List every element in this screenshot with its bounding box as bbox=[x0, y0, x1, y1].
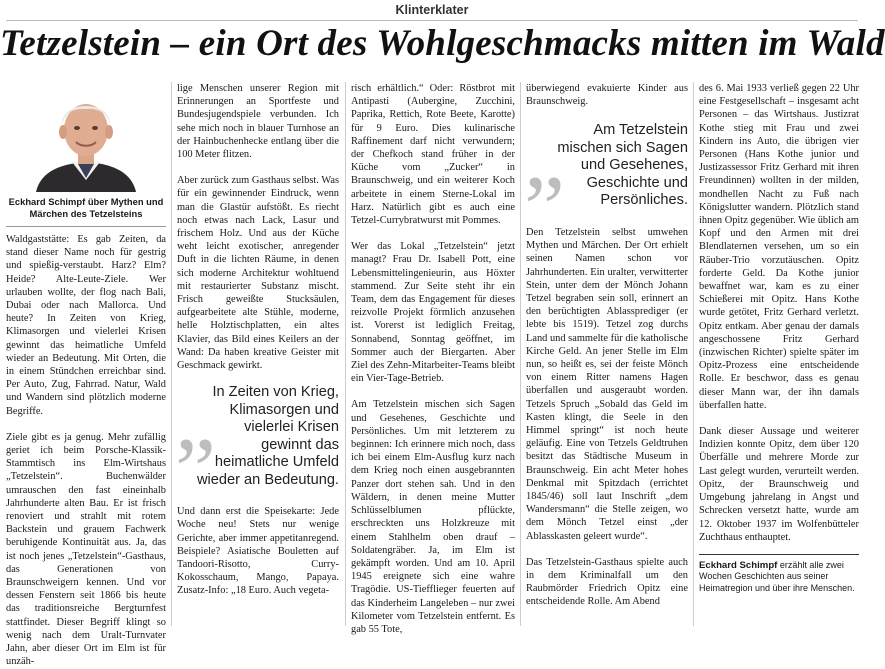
paragraph: risch erhältlich.“ Oder: Röstbrot mit Antipasti (Aubergine, Zucchini, Paprika, Rettich, Rote Beete, Karotte) für 9 Euro. Dies kulinarische Raffinement darf nicht verwundern; der Chefkoch stand früher in der Küche vom „Zucker“ in Braunschweig, und ein weiterer Koch arbeitete in einem Sterne-Lokal im Harz. Natürlich gibt es auch eine Tetzel-Currybratwurst mit Pommes. bbox=[351, 83, 515, 227]
column-2 bbox=[177, 82, 339, 598]
author-box bbox=[699, 560, 859, 595]
rubric: Klinterklater bbox=[395, 3, 469, 17]
column-divider bbox=[693, 82, 694, 626]
paragraph: Am Tetzelstein mischen sich Sagen und Gesehenes, Geschichte und Persönliches. Um mit letzterem zu beginnen: Ich erinnere mich noch, dass ich bei einem Elm-Ausflug kurz nach dem Krieg noch einen ausgebrannten Panzer dort stehen sah. Und in den Wäldern, in denen meine Mutter Schlüsselblumen pflückte, erschreckten uns Holzkreuze mit einem Stahlhelm oben drauf – Soldatengräber. Ja, im Elm ist gekämpft worden. Und am 10. April 1945 ereignete sich eine wahre Tragödie. US-Tiefflieger feuerten auf das Kinderheim Langeleben – nur zwei Kilometer vom Tetzelstein entfernt. Es gab 55 Tote, bbox=[351, 399, 515, 635]
quote-mark-icon: „ bbox=[524, 105, 565, 208]
paragraph: Das Tetzelstein-Gasthaus spielte auch in dem Kriminalfall um den Raubmörder Friedrich Opitz eine entscheidende Rolle. Am Abend bbox=[526, 556, 688, 608]
paragraph: Ziele gibt es ja genug. Mehr zufällig geriet ich beim Porsche-Klassik-Stammtisch ins Elm-Wirtshaus „Tetzelstein“. Buchenwälder umrauschen den fast eineinhalb Jahrhunderte alten Bau. Er ist frisch renoviert und strahlt mit rotem Backstein und grauem Fachwerk beruhigende Kontinuität aus. Ja, das ist noch jenes „Tetzelstein“-Gasthaus, das Generationen von Braunschweigern kennen. Und vor dessen Fenstern seit 1866 bis heute das traditionsreiche Bergturnfest stattfindet. Dieser Begriff klingt so wenig nach dem Uralt-Turnvater Jahn, aber dieser Ort im Elm ist für unzäh- bbox=[6, 431, 166, 668]
photo-caption: Eckhard Schimpf über Mythen und Märchen des Tetzelsteins bbox=[8, 196, 164, 219]
author-name: Eckhard Schimpf bbox=[699, 559, 778, 571]
quote-mark-icon: „ bbox=[175, 367, 216, 470]
column-divider bbox=[345, 82, 346, 626]
paragraph: überwiegend evakuierte Kinder aus Braunschweig. bbox=[526, 83, 688, 108]
caption-rule bbox=[6, 226, 166, 227]
column-5 bbox=[699, 82, 859, 594]
paragraph: Und dann erst die Speisekarte: Jede Woche neu! Stets nur wenige Gerichte, aber immer appetitanregend. Beispiele? Asiatische Bouletten auf Tandoori-Risotto, Curry-Kokosschaum, Mango, Papaya. Zusatz-Info: „18 Euro. Auch vegeta- bbox=[177, 506, 339, 597]
headline: Tetzelstein – ein Ort des Wohlgeschmacks mitten im Wald bbox=[0, 23, 885, 64]
column-divider bbox=[520, 82, 521, 626]
paragraph: Aber zurück zum Gasthaus selbst. Was für ein gewinnender Eindruck, wenn man die Glastür aufstößt. Es riecht noch etwas nach Lack, Lasur und frischem Holz. Und aus der Küche weht leicht exotischer, anregender Duft in die lichten Räume, in denen sich moderne Architektur wohltuend mit restaurierter Substanz mischt. Frisch geweißte Stucksäulen, aufgearbeitete alte Stühle, moderne, helle Holztischplatten, ein altes Klavier, das Bild eines Keilers an der Wand: Da haben kreative Geister mit Geschmack gewirkt. bbox=[177, 175, 339, 372]
pull-quote bbox=[175, 367, 339, 489]
author-portrait-photo bbox=[6, 82, 166, 192]
author-rule bbox=[699, 554, 859, 555]
column-3 bbox=[351, 82, 515, 636]
column-divider bbox=[171, 82, 172, 626]
column-1 bbox=[6, 82, 166, 669]
paragraph: Waldgaststätte: Es gab Zeiten, da stand dieser Name noch für gestrig und spießig-verstaubt. Harz? Elm? Heide? Alte-Leute-Ziele. Wer urlauben wollte, der flog nach Bali, Dubai oder nach Mallorca. Und heute? In Zeiten von Krieg, Klimasorgen und vielerlei Krisen gewinnt das heimatliche Umfeld wieder an Bedeutung. Mit Orten, die in einem Stündchen erreichbar sind. Per Auto, Zug, Fahrrad. Natur, Wald und Wandern sind plötzlich moderne Begriffe. bbox=[6, 234, 166, 417]
paragraph: Wer das Lokal „Tetzelstein“ jetzt managt? Frau Dr. Isabell Pott, eine Lebensmittelingenieurin, aus Höxter stammend. Zur Seite steht ihr ein Team, dem das Engagement für dieses reizvolle Projekt förmlich anzusehen ist. Vorerst ist lediglich Freitag, Sonnabend, Sonntag geöffnet, im Sommer auch der Biergarten. Aber Ziel des Zehn-Mitarbeiter-Teams bleibt ein Vier-Tage-Betrieb. bbox=[351, 241, 515, 385]
column-4 bbox=[526, 82, 688, 609]
paragraph: lige Menschen unserer Region mit Erinnerungen an Sportfeste und Bundesjugendspiele verbunden. Ich sehe mich noch in blauer Turnhose an der Hainbuchenhecke entlang über die 100 Meter flitzen. bbox=[177, 83, 339, 161]
pull-quote-text: Am Tetzelstein mischen sich Sagen und Gesehenes, Geschichte und Persönliches. bbox=[557, 122, 688, 209]
pull-quote bbox=[524, 105, 688, 210]
portrait-illustration bbox=[6, 82, 166, 192]
author-bio: erzählt alle zwei Wochen Geschichten aus seiner Heimatregion und über ihre Menschen. bbox=[699, 559, 855, 593]
pull-quote-text: In Zeiten von Krieg, Klimasorgen und vielerlei Krisen gewinnt das heimatliche Umfeld wieder an Bedeutung. bbox=[197, 384, 339, 488]
paragraph: Den Tetzelstein selbst umwehen Mythen und Märchen. Der Ort erhielt seinen Namen schon vor Jahrhunderten. Ein uralter, verwitterter Stein, unter dem der Mönch Johann Tetzel begraben sein soll, erinnert an den berüchtigten Ablassprediger (er lebte bis 1519). Tetzel zog durchs Land und sammelte für die katholische Kirche Geld. An jener Stelle im Elm nun, so heißt es, sei der feiste Mönch von einem Ritter namens Hagen überfallen und ausgeraubt worden. Tetzels Spruch „Sobald das Geld im Kasten klingt, die Seele in den Himmel springt“ ist noch heute geläufig. Eine von Tetzels Geldtruhen besitzt das Städtische Museum in Braunschweig. Ein acht Meter hohes Denkmal mit Spitzdach (errichtet 1845/46) soll laut Inschrift „dem Wandersmann“ die Stelle zeigen, wo dem Mönch Tetzel einst „der Ablasskasten geleert wurde“. bbox=[526, 226, 688, 542]
top-rule bbox=[6, 20, 858, 21]
paragraph: Dank dieser Aussage und weiterer Indizien konnte Opitz, dem über 120 Überfälle und mehrere Morde zur Last gelegt wurden, verurteilt werden. Opitz, der Braunschweig und Umgebung jahrelang in Angst und Schrecken versetzt hatte, wurde am 12. Oktober 1937 im Wolfenbütteler Zuchthaus enthauptet. bbox=[699, 426, 859, 543]
paragraph: des 6. Mai 1933 verließ gegen 22 Uhr eine Festgesellschaft – insgesamt acht Personen – das Wirtshaus. Justizrat Kothe stieg mit Frau und zwei Kindern ins Auto, die übrigen vier Personen (Hans Kothe junior und Justizassessor Fritz Gerhard mit ihren Freundinnen) wollten in der milden, mondhellen Nacht zu Fuß nach Königslutter wandern. Plötzlich stand ihnen Opitz gegenüber. Wie üblich am Kopf und den Armen mit drei Blendlaternen versehen, um so ein Räuber-Trio vorzutäuschen. Opitz forderte Geld. Da Kothe junior bewaffnet war, kam es zu einer Schießerei mit Opitz. Hans Kothe wurde getötet, Fritz Gerhard verletzt. Opitz entkam. Aber genau der damals angeschossene Fritz Gerhard (inzwischen Richter) spielte später im Opitz-Prozess eine entscheidende Rolle. Er beschwor, dass es genau dieser Mann war, der ihn damals überfallen hatte. bbox=[699, 83, 859, 411]
